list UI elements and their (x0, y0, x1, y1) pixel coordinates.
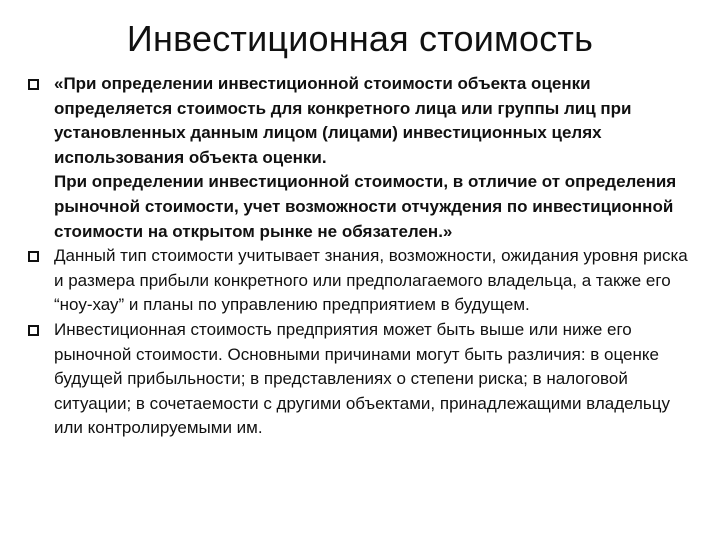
hollow-square-icon (28, 325, 39, 336)
bullet-list (28, 72, 700, 441)
hollow-square-icon (28, 79, 39, 90)
bullet-item-definition (28, 72, 700, 244)
bullet-paragraph: Данный тип стоимости учитывает знания, возможности, ожидания уровня риска и размера прибыли конкретного или предполагаемого владельца, а также его “ноу-хау” и планы по управлению предприятием в будущем. (54, 246, 688, 315)
bullet-paragraph: При определении инвестиционной стоимости, в отличие от определения рыночной стоимости, учет возможности отчуждения по инвестиционной стоимости на открытом рынке не обязателен.» (54, 172, 677, 241)
bullet-item-comparison (28, 318, 700, 441)
bullet-paragraph: «При определении инвестиционной стоимости объекта оценки определяется стоимость для конкретного лица или группы лиц при установленных данным лицом (лицами) инвестиционных целях использования объекта оценки. (54, 74, 632, 167)
hollow-square-icon (28, 251, 39, 262)
slide-title: Инвестиционная стоимость (126, 18, 594, 59)
bullet-paragraph: Инвестиционная стоимость предприятия может быть выше или ниже его рыночной стоимости. Основными причинами могут быть различия: в оценке будущей прибыльности; в представлениях о степени риска; в налоговой ситуации; в сочетаемости с другими объектами, принадлежащими владельцу или контролируемыми им. (54, 319, 671, 438)
bullet-item-factors (28, 244, 700, 318)
